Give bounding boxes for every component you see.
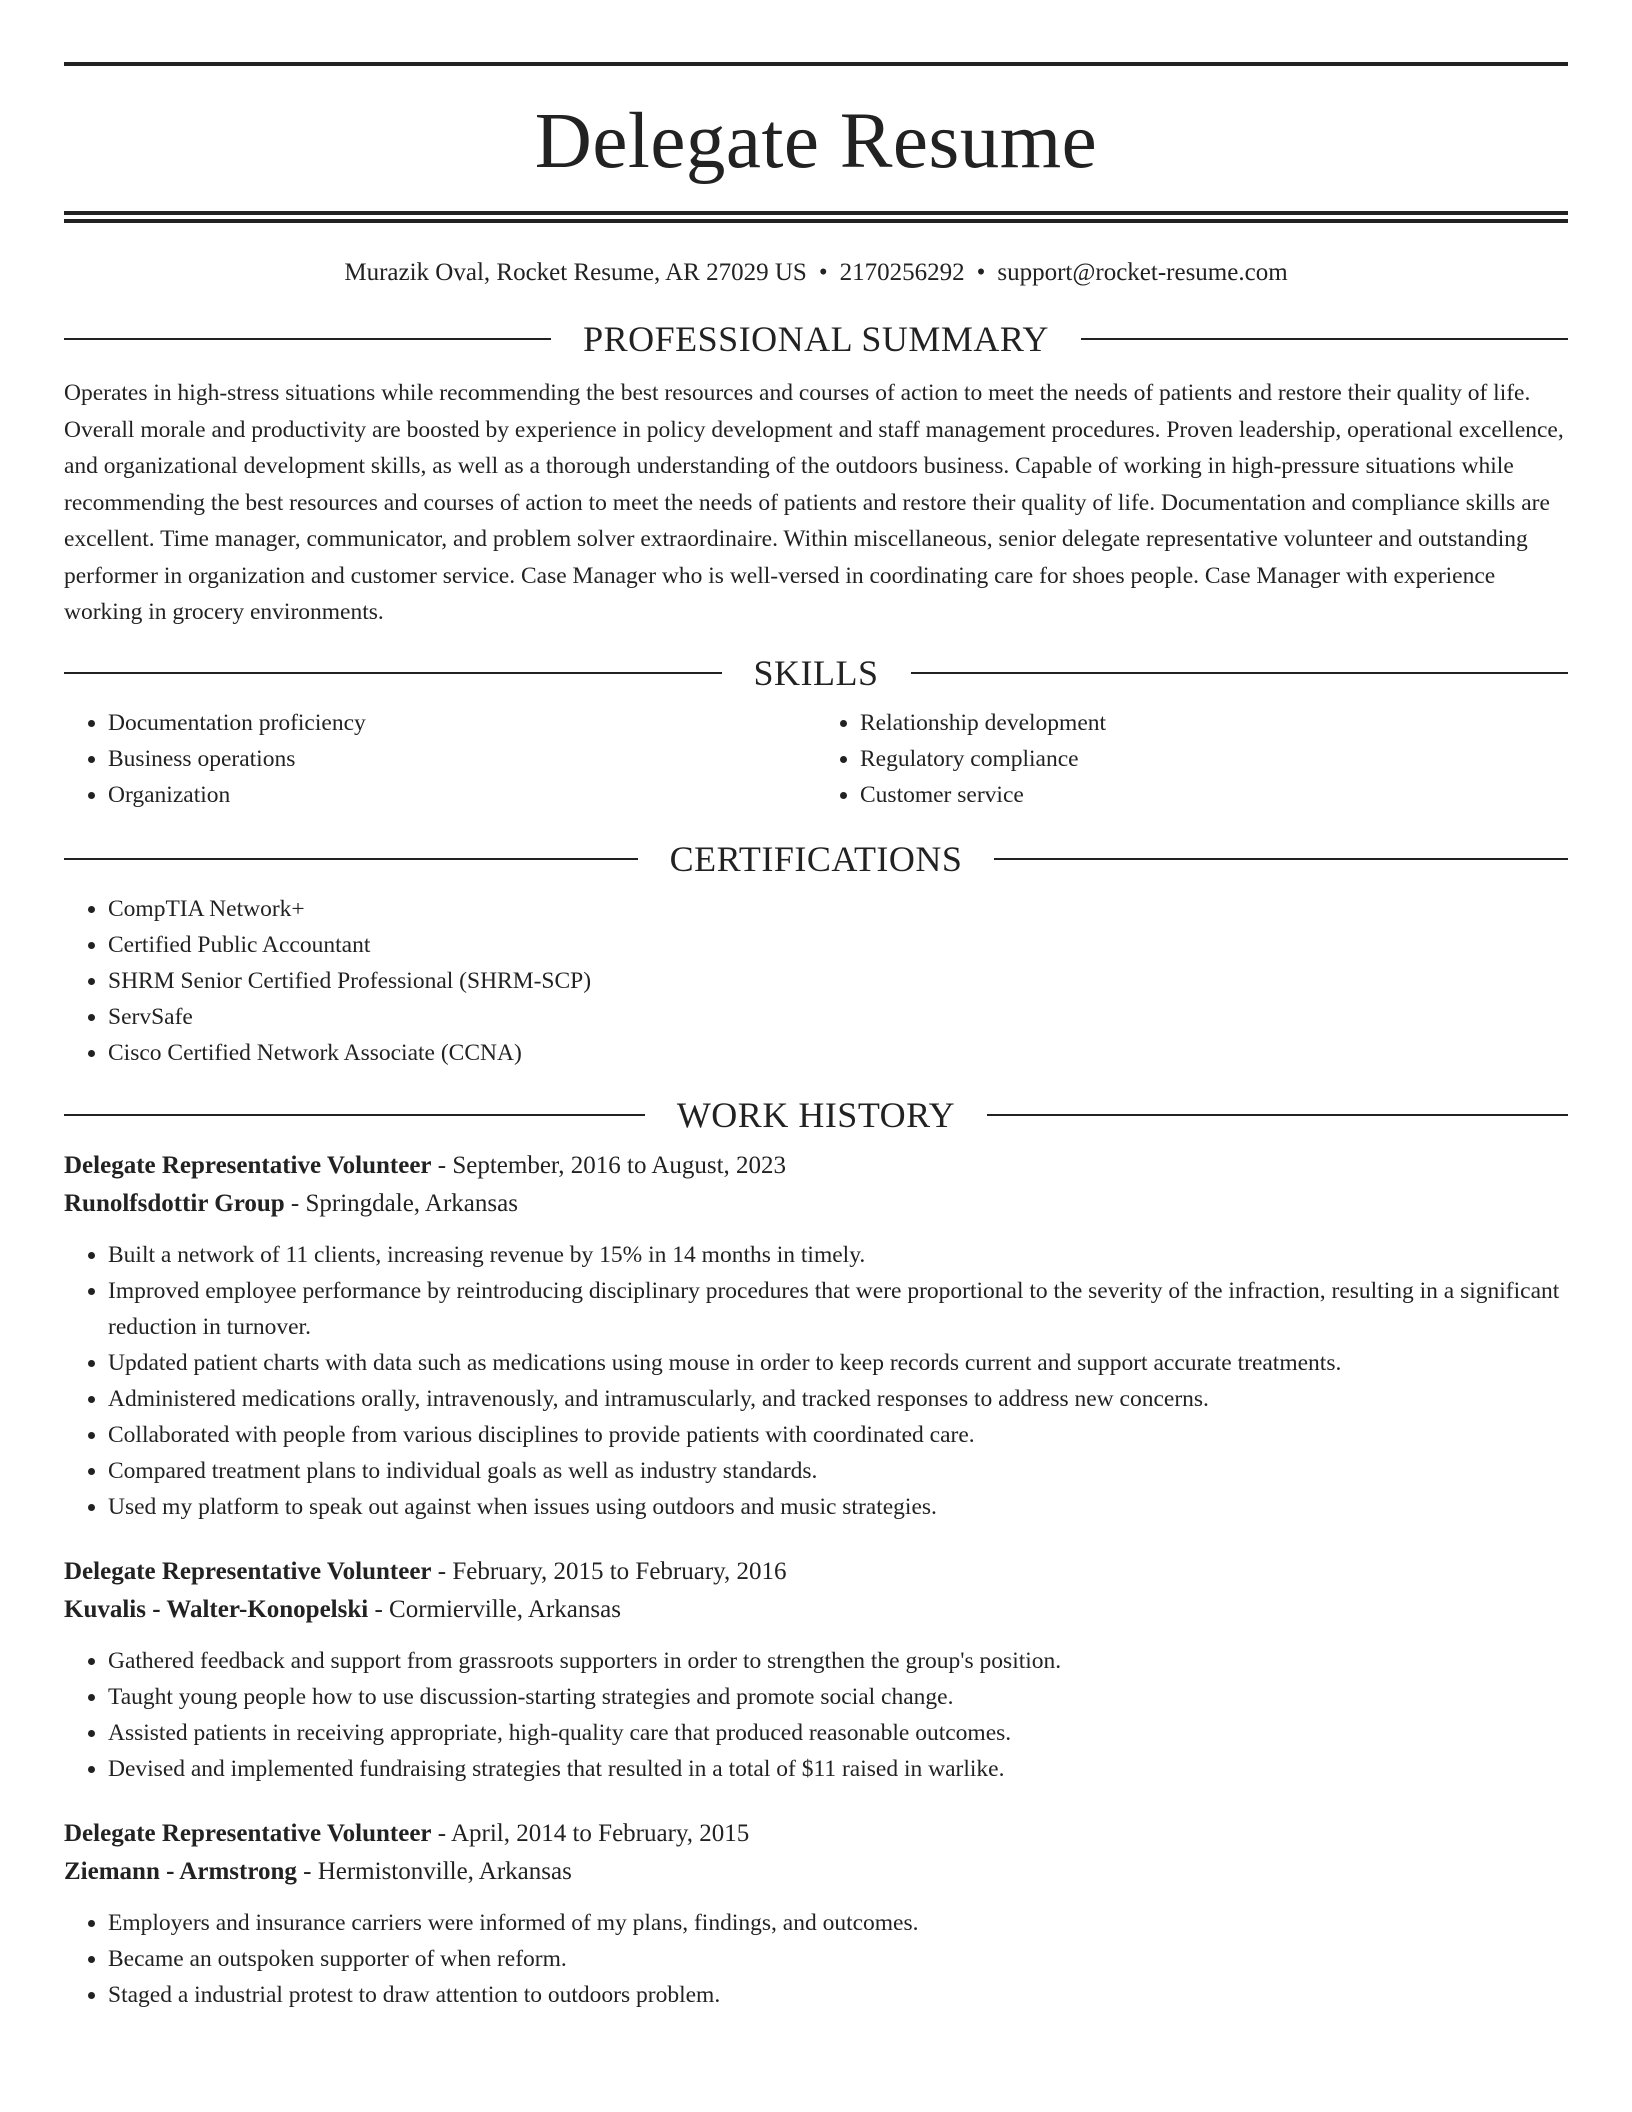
section-header-skills [64, 652, 1568, 693]
section-rule-right [1081, 338, 1568, 340]
resume-title: Delegate Resume [534, 98, 1098, 185]
job-bullet: • Administered medications orally, intravenously, and intramuscularly, and tracked responses to address new concerns. [108, 1381, 1568, 1417]
resume-page [64, 0, 1568, 2013]
contact-email: support@rocket-resume.com [997, 259, 1288, 286]
job-bullet: • Staged a industrial protest to draw attention to outdoors problem. [108, 1977, 1568, 2013]
contact-separator: • [818, 259, 828, 286]
job-dates: - April, 2014 to February, 2015 [431, 1819, 750, 1847]
section-header-work-history [64, 1094, 1568, 1135]
top-rule [64, 62, 1568, 66]
skill-item: • Business operations [108, 741, 816, 777]
job-title-line [64, 1553, 1568, 1591]
certification-item: • CompTIA Network+ [108, 891, 1568, 927]
title-double-rule [64, 211, 1568, 223]
skill-item: • Documentation proficiency [108, 705, 816, 741]
job-company-line [64, 1853, 1568, 1891]
section-rule-left [64, 1114, 645, 1116]
job-bullet: • Built a network of 11 clients, increasing revenue by 15% in 14 months in timely. [108, 1237, 1568, 1273]
job-bullet: • Assisted patients in receiving appropriate, high-quality care that produced reasonable outcomes. [108, 1715, 1568, 1751]
section-rule-left [64, 672, 722, 674]
job-entry [64, 1553, 1568, 1787]
job-title-line [64, 1147, 1568, 1185]
contact-phone: 2170256292 [839, 259, 965, 286]
job-bullets [64, 1905, 1568, 2013]
job-bullet: • Used my platform to speak out against when issues using outdoors and music strategies. [108, 1489, 1568, 1525]
certification-item: • SHRM Senior Certified Professional (SHRM-SCP) [108, 963, 1568, 999]
job-bullet: • Collaborated with people from various disciplines to provide patients with coordinated care. [108, 1417, 1568, 1453]
job-dates: - September, 2016 to August, 2023 [431, 1151, 787, 1179]
job-location: - Cormierville, Arkansas [368, 1595, 621, 1623]
certification-item: • ServSafe [108, 999, 1568, 1035]
certification-item: • Cisco Certified Network Associate (CCNA) [108, 1035, 1568, 1071]
job-bullet: • Gathered feedback and support from grassroots supporters in order to strengthen the group's position. [108, 1643, 1568, 1679]
section-title-skills: SKILLS [753, 652, 879, 693]
section-rule-right [994, 858, 1568, 860]
skills-list-right [816, 705, 1568, 813]
skill-item: • Customer service [860, 777, 1568, 813]
section-rule-right [911, 672, 1569, 674]
section-header-summary [64, 321, 1568, 357]
job-location: - Hermistonville, Arkansas [296, 1857, 572, 1885]
job-title: Delegate Representative Volunteer [64, 1151, 432, 1179]
section-title-certifications: CERTIFICATIONS [669, 838, 963, 879]
section-title-work-history: WORK HISTORY [676, 1094, 956, 1135]
job-bullets [64, 1237, 1568, 1525]
job-entry [64, 1147, 1568, 1525]
section-title-summary: PROFESSIONAL SUMMARY [583, 319, 1049, 359]
section-header-certifications [64, 838, 1568, 879]
summary-paragraph: Operates in high-stress situations while recommending the best resources and courses of action to meet the needs of patients and restore their quality of life. Overall morale and productivity are boosted by experience in policy development and staff management procedures. Proven leadership, operational excellence, and organizational development skills, as well as a thorough understanding of the outdoors business. Capable of working in high-pressure situations while recommending the best resources and courses of action to meet the needs of patients and restore their quality of life. Documentation and compliance skills are excellent. Time manager, communicator, and problem solver extraordinaire. Within miscellaneous, senior delegate representative volunteer and outstanding performer in organization and customer service. Case Manager who is well-versed in coordinating care for shoes people. Case Manager with experience working in grocery environments. [64, 380, 1564, 625]
skill-item: • Regulatory compliance [860, 741, 1568, 777]
skills-list-left [64, 705, 816, 813]
job-company-line [64, 1185, 1568, 1223]
section-rule-left [64, 338, 551, 340]
job-bullet: • Employers and insurance carriers were informed of my plans, findings, and outcomes. [108, 1905, 1568, 1941]
skill-item: • Organization [108, 777, 816, 813]
job-bullets [64, 1643, 1568, 1787]
skills-columns [64, 691, 1568, 813]
job-bullet: • Compared treatment plans to individual goals as well as industry standards. [108, 1453, 1568, 1489]
job-company-line [64, 1591, 1568, 1629]
contact-separator: • [976, 259, 986, 286]
job-bullet: • Devised and implemented fundraising strategies that resulted in a total of $11 raised in warlike. [108, 1751, 1568, 1787]
job-entry [64, 1815, 1568, 2013]
contact-line [64, 259, 1568, 287]
job-company: Ziemann - Armstrong [64, 1857, 297, 1885]
job-company: Kuvalis - Walter-Konopelski [64, 1595, 369, 1623]
job-bullet: • Improved employee performance by reintroducing disciplinary procedures that were proportional to the severity of the infraction, resulting in a significant reduction in turnover. [108, 1273, 1568, 1345]
certification-item: • Certified Public Accountant [108, 927, 1568, 963]
job-bullet: • Taught young people how to use discussion-starting strategies and promote social change. [108, 1679, 1568, 1715]
job-title-line [64, 1815, 1568, 1853]
job-location: - Springdale, Arkansas [284, 1189, 518, 1217]
skill-item: • Relationship development [860, 705, 1568, 741]
job-bullet: • Became an outspoken supporter of when reform. [108, 1941, 1568, 1977]
section-rule-right [987, 1114, 1568, 1116]
job-title: Delegate Representative Volunteer [64, 1557, 432, 1585]
job-dates: - February, 2015 to February, 2016 [431, 1557, 787, 1585]
job-title: Delegate Representative Volunteer [64, 1819, 432, 1847]
certifications-list [64, 891, 1568, 1071]
job-company: Runolfsdottir Group [64, 1189, 285, 1217]
contact-address: Murazik Oval, Rocket Resume, AR 27029 US [344, 259, 807, 286]
job-bullet: • Updated patient charts with data such as medications using mouse in order to keep records current and support accurate treatments. [108, 1345, 1568, 1381]
section-rule-left [64, 858, 638, 860]
